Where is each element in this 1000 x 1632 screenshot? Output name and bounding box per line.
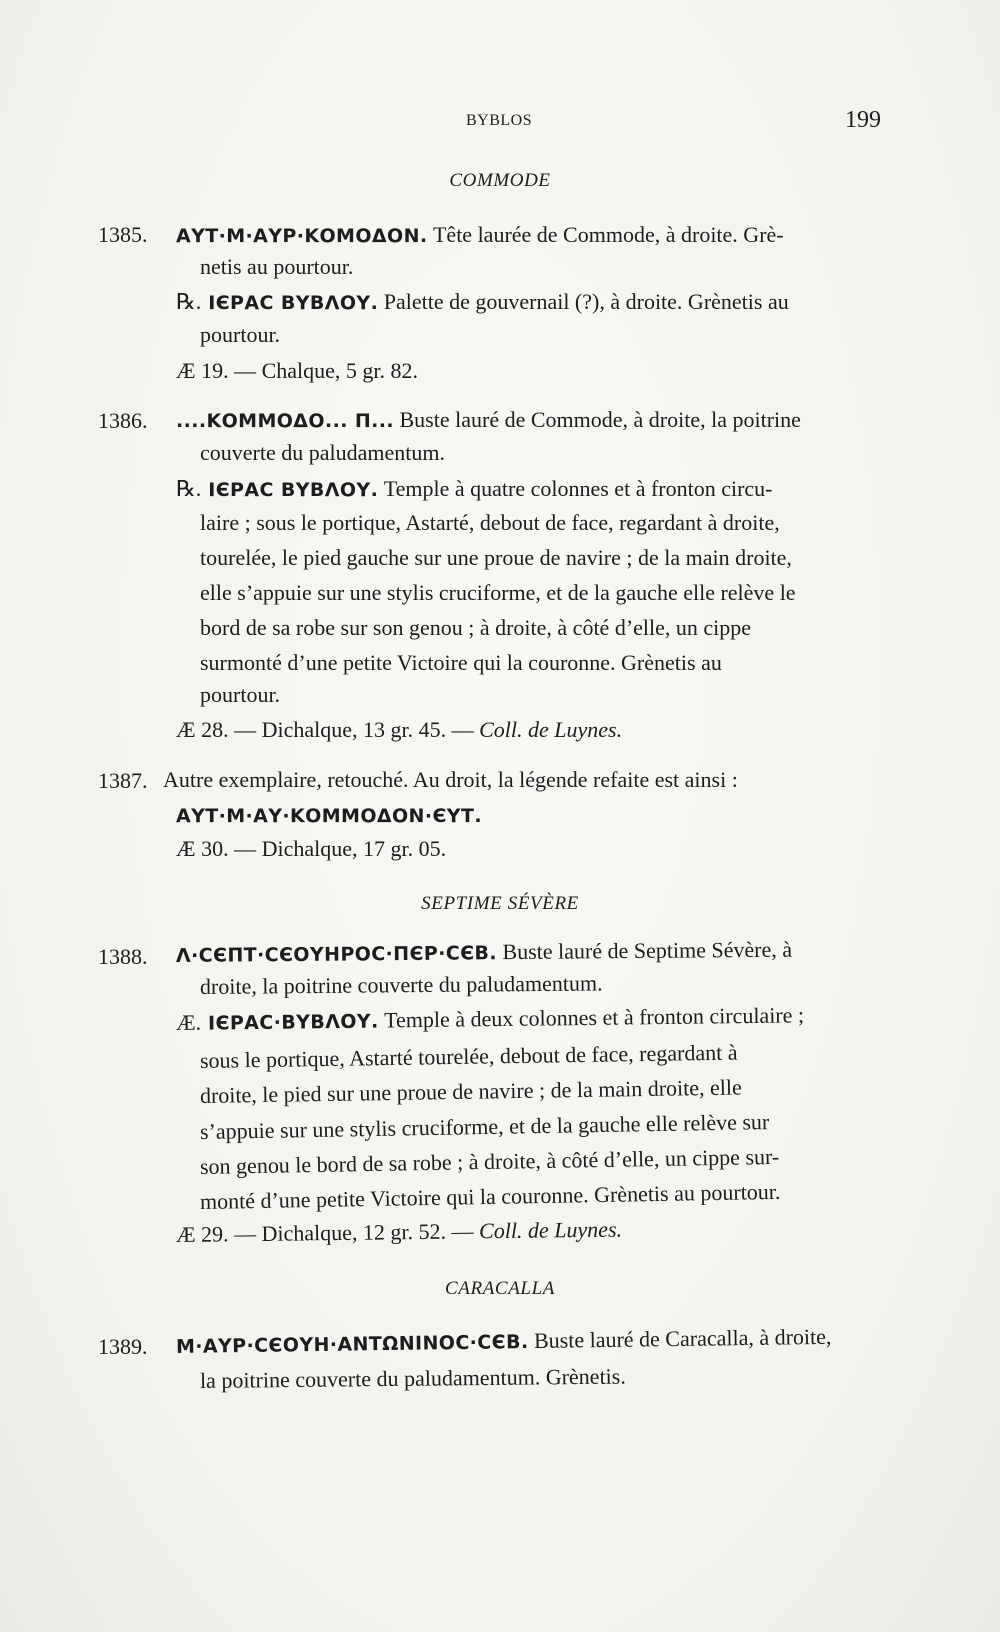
obverse-legend: Λ·CЄΠΤ·CЄΟΥΗΡΟC·ΠЄΡ·CЄΒ. (175, 942, 498, 967)
reverse-legend: ΙЄΡΑC ΒΥΒΛΟΥ. (201, 292, 379, 314)
entry-legend-line (176, 800, 482, 831)
entry-text-line: surmonté d’une petite Victoire qui la couronne. Grènetis au (200, 650, 722, 675)
reverse-text: Temple à quatre colonnes et à fronton circu- (378, 476, 773, 501)
entry-text-line: elle s’appuie sur une stylis cruciforme, et de la gauche elle relève le (200, 580, 796, 605)
entry-text-line: droite, le pied sur une proue de navire ; de la main droite, elle (199, 1074, 742, 1108)
entry-text-line: droite, la poitrine couverte du paludamentum. (199, 970, 603, 999)
page-number: 199 (845, 107, 881, 133)
section-heading-commode: COMMODE (449, 170, 551, 191)
entry-text-line: sous le portique, Astarté tourelée, debout de face, regardant à (199, 1039, 738, 1073)
entry-text-line: son genou le bord de sa robe ; à droite, à côté d’elle, un cippe sur- (199, 1143, 780, 1179)
entry-text-line: pourtour. (200, 322, 281, 347)
running-title: BYBLOS (466, 112, 533, 129)
entry-text-line: bord de sa robe sur son genou ; à droite, à côté d’elle, un cippe (200, 615, 752, 640)
entry-obverse-line (176, 405, 801, 436)
entry-text-line: la poitrine couverte du paludamentum. Grènetis. (199, 1363, 626, 1393)
collection-ref: Coll. de Luynes. (478, 1216, 623, 1244)
metal-mark: Æ (175, 1221, 196, 1247)
reverse-text: Temple à deux colonnes et à fronton circulaire ; (378, 1002, 805, 1033)
reverse-legend: ΙЄΡΑC·ΒΥΒΛΟΥ. (200, 1010, 379, 1035)
entry-text-line: monté d’une petite Victoire qui la couronne. Grènetis au pourtour. (199, 1178, 781, 1214)
entry-number: 1385. (98, 222, 148, 247)
obverse-text: Buste lauré de Caracalla, à droite, (528, 1323, 832, 1354)
collection-ref: Coll. de Luynes. (479, 717, 623, 742)
obverse-legend: Μ·ΑΥΡ·CЄΟΥΗ·ΑΝΤΩΝΙΝΟC·CЄΒ. (175, 1331, 529, 1358)
entry-obverse-line (176, 935, 792, 971)
entry-reverse-line (176, 474, 773, 505)
entry-meta: 29. — Dichalque, 12 gr. 52. — (195, 1218, 480, 1247)
entry-text-line: s’appuie sur une stylis cruciforme, et de la gauche elle relève sur (199, 1109, 770, 1144)
entry-text-line: tourelée, le pied gauche sur une proue de navire ; de la main droite, (200, 545, 792, 570)
reverse-text: Palette de gouvernail (?), à droite. Grènetis au (378, 289, 789, 314)
entry-text-line: laire ; sous le portique, Astarté, debout de face, regardant à droite, (200, 510, 780, 535)
entry-meta: 30. — Dichalque, 17 gr. 05. (195, 836, 447, 861)
metal-mark: Æ (176, 836, 196, 861)
entry-meta-line (176, 1215, 622, 1250)
reverse-legend: ΙЄΡΑC ΒΥΒΛΟΥ. (201, 479, 379, 501)
running-head (0, 107, 1000, 140)
entry-number: 1389. (98, 1334, 148, 1359)
obverse-legend: ....ΚΟΜΜΟΔΟ... Π... (176, 410, 394, 432)
section-heading-septime: SEPTIME SÉVÈRE (421, 893, 579, 914)
entry-text-line: couverte du paludamentum. (200, 440, 445, 465)
entry-text-line: pourtour. (200, 682, 281, 707)
obverse-text: Tête laurée de Commode, à droite. Grè- (427, 222, 784, 247)
metal-mark: Æ (176, 717, 196, 742)
entry-meta: 28. — Dichalque, 13 gr. 45. — (195, 717, 480, 742)
section-heading-caracalla: CARACALLA (445, 1278, 555, 1299)
entry-meta-line (176, 715, 622, 745)
reverse-mark: Æ. (175, 1009, 202, 1035)
reverse-mark: ℞. (176, 289, 202, 314)
entry-reverse-line (176, 287, 789, 318)
entry-text-line: Autre exemplaire, retouché. Au droit, la légende refaite est ainsi : (163, 767, 738, 792)
entry-number: 1387. (98, 768, 148, 793)
entry-number: 1388. (98, 944, 148, 969)
metal-mark: Æ (176, 358, 196, 383)
entry-meta-line (176, 356, 418, 386)
obverse-legend: ΑΥΤ·Μ·ΑΥΡ·ΚΟΜΟΔΟΝ. (176, 225, 428, 247)
entry-number: 1386. (98, 408, 148, 433)
entry-obverse-line (176, 220, 784, 251)
entry-meta-line (176, 834, 446, 864)
obverse-text: Buste lauré de Commode, à droite, la poitrine (394, 407, 801, 432)
entry-text-line: netis au pourtour. (200, 254, 354, 279)
obverse-legend: ΑΥΤ·Μ·ΑΥ·ΚΟΜΜΟΔΟΝ·ЄΥΤ. (176, 805, 482, 827)
entry-reverse-line (176, 1000, 804, 1039)
reverse-mark: ℞. (176, 476, 202, 501)
entry-meta: 19. — Chalque, 5 gr. 82. (195, 358, 418, 383)
entry-obverse-line (176, 1322, 832, 1362)
obverse-text: Buste lauré de Septime Sévère, à (496, 936, 793, 965)
